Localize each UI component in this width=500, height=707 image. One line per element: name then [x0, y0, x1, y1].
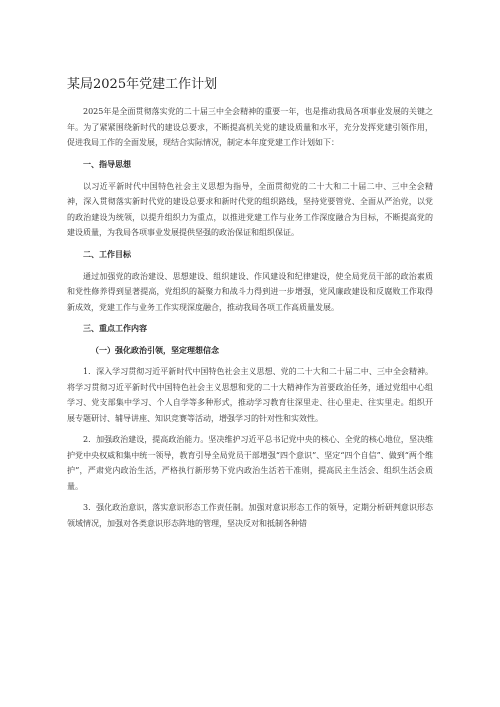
list-item-2: 2．加强政治建设，提高政治能力。坚决维护习近平总书记党中央的核心、全党的核心地位，坚决维护党中央权威和集中统一领导，教育引导全局党员干部增强“四个意识”、坚定“四个自信”、做到“两个维护”，严肃党内政治生活，严格执行新形势下党内政治生活若干准则，提高民主生活会、组织生活会质量。 — [67, 435, 433, 491]
section-heading-guiding-thought: 一、指导思想 — [83, 158, 131, 169]
section-paragraph-guiding-thought: 以习近平新时代中国特色社会主义思想为指导，全面贯彻党的二十大和二十届二中、三中全会精神，深入贯彻落实新时代党的建设总要求和新时代党的组织路线，坚持党要管党、全面从严治党，以党的政治建设为统领，以提升组织力为重点，以推进党建工作与业务工作深度融合为目标，不断提高党的建设质量，为我局各项事业发展提供坚强的政治保证和组织保证。 — [67, 181, 433, 237]
section-heading-key-work: 三、重点工作内容 — [83, 323, 147, 333]
list-item-3: 3．强化政治意识，落实意识形态工作责任制。加强对意识形态工作的领导，定期分析研判意识形态领域情况，加强对各类意识形态阵地的管理，坚决反对和抵制各种错 — [67, 503, 433, 528]
section-heading-work-goals: 二、工作目标 — [83, 248, 131, 259]
list-item-1: 1．深入学习贯彻习近平新时代中国特色社会主义思想、党的二十大和二十届二中、三中全会精神。将学习贯彻习近平新时代中国特色社会主义思想和党的二十大精神作为首要政治任务，通过党组中心组学习、党支部集中学习、个人自学等多种形式，推动学习教育往深里走、往心里走、往实里走。组织开展专题研讨、辅导讲座、知识竞赛等活动，增强学习的针对性和实效性。 — [67, 367, 433, 423]
intro-paragraph: 2025年是全面贯彻落实党的二十届三中全会精神的重要一年，也是推动我局各项事业发展的关键之年。为了紧紧围绕新时代的建设总要求，不断提高机关党的建设质量和水平，充分发挥党建引领作用，促进我局工作的全面发展，现结合实际情况，制定本年度党建工作计划如下： — [67, 107, 433, 147]
document-title: 某局2025年党建工作计划 — [67, 77, 218, 92]
section-paragraph-work-goals: 通过加强党的政治建设、思想建设、组织建设、作风建设和纪律建设，使全局党员干部的政治素质和党性修养得到显著提高，党组织的凝聚力和战斗力得到进一步增强，党风廉政建设和反腐败工作取得新成效，党建工作与业务工作实现深度融合，推动我局各项工作高质量发展。 — [67, 271, 433, 312]
subsection-heading-political-leadership: （一）强化政治引领，坚定理想信念 — [91, 345, 219, 355]
document-body — [67, 76, 433, 537]
